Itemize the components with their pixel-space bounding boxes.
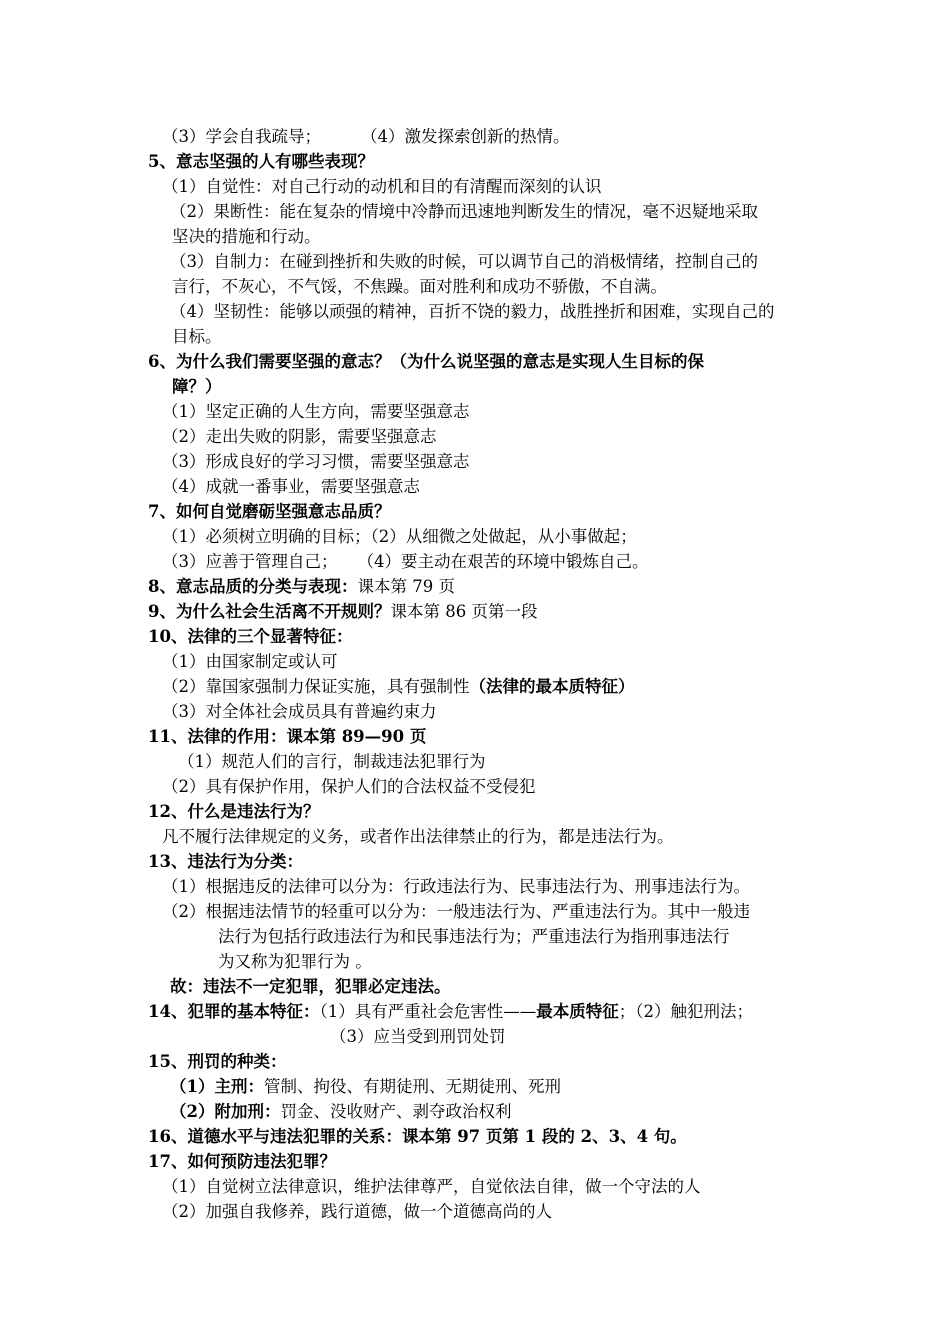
list-item: （1）规范人们的言行，制裁违法犯罪行为 [178, 752, 486, 771]
list-item-cont: 言行，不灰心，不气馁，不焦躁。面对胜利和成功不骄傲，不自满。 [172, 277, 667, 296]
list-item-cont: 法行为包括行政违法行为和民事违法行为；严重违法行为指刑事违法行 [218, 927, 730, 946]
section-heading-17: 17、如何预防违法犯罪？ [148, 1152, 336, 1171]
section-heading-6-cont: 障？） [172, 377, 222, 396]
list-item: （1）必须树立明确的目标；（2）从细微之处做起，从小事做起； [162, 527, 637, 546]
text: （3）学会自我疏导； [162, 127, 321, 146]
list-item-cont: （3）应当受到刑罚处罚 [330, 1027, 506, 1046]
list-item: （1）根据违反的法律可以分为：行政违法行为、民事违法行为、刑事违法行为。 [162, 877, 750, 896]
list-item: （4）成就一番事业，需要坚强意志 [162, 477, 420, 496]
text: ；（2）触犯刑法； [618, 1002, 753, 1021]
section-heading-15: 15、刑罚的种类： [148, 1052, 287, 1071]
emphasis: （法律的最本质特征） [469, 677, 635, 696]
section-8 [148, 574, 808, 599]
list-item: （3）自制力：在碰到挫折和失败的时候，可以调节自己的消极情绪，控制自己的 [170, 252, 758, 271]
list-item: （1）坚定正确的人生方向，需要坚强意志 [162, 402, 470, 421]
section-heading-6: 6、为什么我们需要坚强的意志？（为什么说坚强的意志是实现人生目标的保 [148, 352, 704, 371]
list-item-cont: 为又称为犯罪行为 。 [218, 952, 372, 971]
section-heading-8: 8、意志品质的分类与表现： [148, 577, 358, 596]
list-item: （4）坚韧性：能够以顽强的精神，百折不饶的毅力，战胜挫折和困难，实现自己的 [170, 302, 775, 321]
term: （2）附加刑： [170, 1102, 281, 1121]
list-item: （2）加强自我修养，践行道德，做一个道德高尚的人 [162, 1202, 552, 1221]
section-heading-12: 12、什么是违法行为？ [148, 802, 320, 821]
section-heading-5: 5、意志坚强的人有哪些表现？ [148, 152, 374, 171]
section-heading-7: 7、如何自觉磨砺坚强意志品质？ [148, 502, 391, 521]
list-item-cont: 目标。 [172, 327, 222, 346]
section-heading-11: 11、法律的作用：课本第 89—90 页 [148, 727, 427, 746]
text: 罚金、没收财产、剥夺政治权利 [280, 1102, 512, 1121]
conclusion: 故：违法不一定犯罪，犯罪必定违法。 [170, 977, 451, 996]
text: 课本第 86 页第一段 [390, 602, 538, 621]
section-heading-14: 14、犯罪的基本特征： [148, 1002, 320, 1021]
document-body [148, 124, 808, 1224]
list-item: （1）自觉树立法律意识，维护法律尊严，自觉依法自律，做一个守法的人 [162, 1177, 701, 1196]
list-item: （2）具有保护作用，保护人们的合法权益不受侵犯 [162, 777, 536, 796]
list-item: （3）对全体社会成员具有普遍约束力 [162, 702, 437, 721]
text: 管制、拘役、有期徒刑、无期徒刑、死刑 [263, 1077, 561, 1096]
list-item: （2）果断性：能在复杂的情境中冷静而迅速地判断发生的情况，毫不迟疑地采取 [170, 202, 758, 221]
section-14 [148, 999, 808, 1024]
list-item [148, 674, 808, 699]
list-item: （2）走出失败的阴影，需要坚强意志 [162, 427, 437, 446]
text: （4）要主动在艰苦的环境中锻炼自己。 [357, 552, 649, 571]
list-item [148, 1099, 808, 1124]
text: （1）具有严重社会危害性—— [319, 1002, 537, 1021]
list-item [148, 1074, 808, 1099]
text: （3）应善于管理自己； [162, 552, 338, 571]
text: （2）靠国家强制力保证实施，具有强制性 [162, 677, 470, 696]
line [148, 549, 808, 574]
emphasis: 最本质特征 [536, 1002, 619, 1021]
list-item: （1）自觉性：对自己行动的动机和目的有清醒而深刻的认识 [162, 177, 602, 196]
list-item: （2）根据违法情节的轻重可以分为：一般违法行为、严重违法行为。其中一般违 [162, 902, 750, 921]
paragraph: 凡不履行法律规定的义务，或者作出法律禁止的行为，都是违法行为。 [162, 827, 674, 846]
term: （1）主刑： [170, 1077, 264, 1096]
list-item: （3）形成良好的学习习惯，需要坚强意志 [162, 452, 470, 471]
text: （4）激发探索创新的热情。 [361, 127, 570, 146]
text: 课本第 79 页 [357, 577, 455, 596]
section-heading-16: 16、道德水平与违法犯罪的关系：课本第 97 页第 1 段的 2、3、4 句。 [148, 1127, 687, 1146]
list-item: （1）由国家制定或认可 [162, 652, 338, 671]
section-9 [148, 599, 808, 624]
list-item-cont: 坚决的措施和行动。 [172, 227, 321, 246]
section-heading-9: 9、为什么社会生活离不开规则？ [148, 602, 391, 621]
section-heading-10: 10、法律的三个显著特征： [148, 627, 353, 646]
line [148, 124, 808, 149]
section-heading-13: 13、违法行为分类： [148, 852, 303, 871]
